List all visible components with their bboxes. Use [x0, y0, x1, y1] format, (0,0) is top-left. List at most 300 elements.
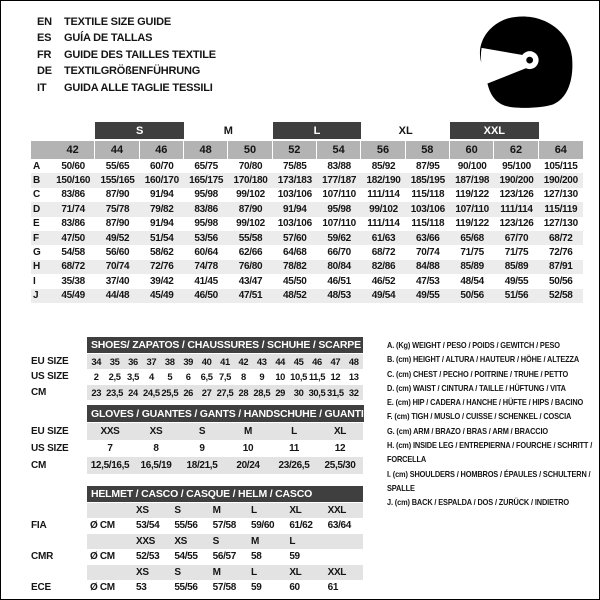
- row-values: [87, 503, 363, 519]
- measure-cell: 190/200: [543, 175, 578, 187]
- measure-cell: 63/66: [416, 232, 440, 244]
- measure-row-G: [31, 245, 583, 259]
- measure-cell: 48/52: [283, 290, 307, 302]
- value-cell: XS: [136, 566, 149, 578]
- value-cell: 31,5: [326, 386, 344, 398]
- size-col-header: 58: [406, 141, 450, 159]
- measure-cell: 70/74: [416, 247, 440, 259]
- measure-cell: 83/86: [61, 189, 85, 201]
- measure-row-label: C: [33, 189, 41, 201]
- measure-cell: 105/115: [544, 160, 578, 172]
- value-cell: 3,5: [127, 371, 139, 383]
- value-cell: 38: [164, 355, 175, 367]
- value-cell: 32: [348, 386, 359, 398]
- measure-cell: 87/90: [105, 189, 130, 201]
- measure-cell: 71/75: [460, 247, 484, 259]
- value-cell: 9: [259, 371, 265, 383]
- measure-cell: 95/98: [194, 189, 218, 201]
- size-col-header: 54: [317, 141, 361, 159]
- value-cell: M: [212, 504, 221, 516]
- unit-cell: Ø CM: [90, 551, 115, 563]
- measure-cell: 71/75: [504, 247, 529, 259]
- measure-row-B: [31, 173, 583, 187]
- value-cell: 12: [330, 371, 341, 383]
- measure-cell: 150/160: [56, 175, 91, 187]
- measure-cell: 57/60: [283, 232, 307, 244]
- measure-cell: 103/106: [410, 203, 445, 215]
- measure-cell: 48/54: [460, 275, 484, 287]
- measure-cell: 47/53: [416, 275, 440, 287]
- measure-cell: 99/102: [236, 189, 265, 201]
- value-cell: 59: [289, 551, 300, 563]
- measure-cell: 70/80: [238, 160, 263, 172]
- value-cell: 53/54: [136, 520, 160, 532]
- measure-cell: 103/106: [277, 189, 312, 201]
- measure-cell: 53/56: [194, 232, 218, 244]
- CM-row: [31, 385, 363, 401]
- value-cell: 20/24: [236, 460, 260, 471]
- measure-cell: 83/88: [327, 160, 351, 172]
- measure-cell: 123/126: [499, 189, 534, 201]
- language-code: DE: [37, 65, 52, 78]
- measure-cell: 71/74: [61, 203, 85, 215]
- value-cell: 10,5: [290, 371, 308, 383]
- CM-row: [31, 457, 363, 474]
- size-col-header: 44: [95, 141, 139, 159]
- value-cell: 43: [256, 355, 267, 367]
- measure-cell: 83/86: [61, 218, 85, 230]
- value-cell: S: [174, 504, 181, 516]
- measure-cell: 46/52: [371, 275, 396, 287]
- measure-cell: 68/72: [371, 247, 396, 259]
- measure-cell: 185/195: [410, 175, 445, 187]
- measure-cell: 46/51: [327, 275, 351, 287]
- unit-cell: Ø CM: [90, 582, 115, 594]
- language-code: IT: [37, 81, 47, 94]
- measure-cell: 43/47: [238, 275, 263, 287]
- measure-cell: 54/58: [61, 247, 85, 259]
- row-values: [87, 565, 363, 581]
- measure-cell: 70/74: [105, 261, 130, 273]
- FIA-row: [31, 518, 363, 534]
- size-col-header: 48: [184, 141, 228, 159]
- legend-item-J: J. (cm) BACK / ESPALDA / DOS / ZURÜCK / INDIETRO: [387, 497, 570, 508]
- title-spacer: [31, 405, 87, 422]
- US SIZE-row: [31, 440, 363, 457]
- value-cell: M: [250, 535, 259, 547]
- legend-item-C: C. (cm) CHEST / PECHO / POITRINE / TRUHE / PETTO: [387, 368, 569, 379]
- value-cell: XS: [149, 426, 163, 437]
- measure-cell: 41/45: [194, 275, 218, 287]
- measure-cell: 127/130: [543, 189, 578, 201]
- measure-row-label: I: [33, 275, 36, 287]
- language-title: GUIDA ALLE TAGLIE TESSILI: [64, 81, 213, 94]
- row-values: [87, 518, 363, 534]
- measure-cell: 64/68: [283, 247, 307, 259]
- gloves-table: [31, 405, 363, 474]
- measure-cell: 72/76: [549, 247, 573, 259]
- size-col-header: 52: [273, 141, 317, 159]
- racing-helmet-icon: [465, 13, 583, 111]
- measure-cell: 68/72: [549, 232, 573, 244]
- legend-item-D: D. (cm) WAIST / CINTURA / TAILLE / HÜFTUNG / VITA: [387, 382, 566, 393]
- measure-cell: 111/114: [367, 189, 400, 201]
- value-cell: S: [174, 566, 181, 578]
- value-cell: 60: [289, 582, 300, 594]
- value-cell: XL: [289, 566, 302, 578]
- EU SIZE-row: [31, 423, 363, 440]
- value-cell: 54/55: [174, 551, 198, 563]
- size-col-header: 56: [361, 141, 405, 159]
- row-values: [87, 534, 363, 550]
- value-cell: 30: [293, 386, 304, 398]
- helmet-title-row: [31, 486, 363, 502]
- measure-cell: 39/42: [150, 275, 174, 287]
- measure-row-label: F: [33, 232, 40, 244]
- measure-cell: 76/80: [238, 261, 263, 273]
- measure-cell: 72/76: [150, 261, 174, 273]
- value-cell: 61/62: [289, 520, 313, 532]
- measure-cell: 56/60: [105, 247, 130, 259]
- size-col-header: 60: [450, 141, 494, 159]
- measure-cell: 82/86: [371, 261, 396, 273]
- helmet-table-title: HELMET / CASCO / CASQUE / HELM / CASCO: [87, 486, 363, 502]
- measure-row-H: [31, 260, 583, 274]
- measure-cell: 50/60: [61, 160, 85, 172]
- measure-cell: 170/180: [233, 175, 268, 187]
- language-row-IT: [37, 80, 216, 96]
- measure-row-label: A: [33, 160, 41, 172]
- value-cell: 57/58: [212, 520, 236, 532]
- side-label: FIA: [31, 520, 47, 532]
- measure-row-label: G: [33, 247, 41, 259]
- measure-cell: 119/122: [455, 218, 489, 230]
- legend-item-E: E. (cm) HIP / CADERA / HANCHE / HÜFTE / HIPS / BACINO: [387, 397, 584, 408]
- side-label: [31, 503, 87, 519]
- value-cell: 27,5: [216, 386, 234, 398]
- size-group-blank: [539, 122, 583, 139]
- row-values: [87, 580, 363, 596]
- value-cell: 63/64: [327, 520, 351, 532]
- language-title: GUIDE DES TAILLES TEXTILE: [64, 48, 216, 61]
- value-cell: XXS: [100, 426, 120, 437]
- value-cell: 2: [93, 371, 99, 383]
- measure-cell: 79/82: [150, 203, 174, 215]
- value-cell: 34: [91, 355, 102, 367]
- main-size-table: [31, 122, 583, 303]
- value-cell: L: [250, 504, 257, 516]
- measure-row-E: [31, 217, 583, 231]
- size-header-row: [31, 141, 583, 159]
- measure-row-I: [31, 274, 583, 288]
- value-cell: L: [250, 566, 257, 578]
- measure-cell: 74/78: [194, 261, 218, 273]
- sizes-row: [31, 534, 363, 550]
- measure-cell: 60/70: [150, 160, 174, 172]
- value-cell: S: [212, 535, 219, 547]
- size-col-header: 50: [228, 141, 272, 159]
- measure-cell: 87/90: [105, 218, 130, 230]
- main-table-body: [31, 159, 583, 303]
- measure-cell: 75/78: [105, 203, 130, 215]
- value-cell: 6: [185, 371, 191, 383]
- side-label: CMR: [31, 551, 54, 563]
- value-cell: 57/58: [212, 582, 236, 594]
- measure-cell: 45/49: [150, 290, 174, 302]
- value-cell: 27: [201, 386, 212, 398]
- value-cell: 10: [275, 371, 286, 383]
- shoes-rows: [31, 354, 363, 401]
- measure-cell: 90/100: [457, 160, 487, 172]
- value-cell: 47: [330, 355, 341, 367]
- size-col-header: 62: [494, 141, 538, 159]
- title-spacer: [31, 337, 87, 353]
- measure-row-F: [31, 231, 583, 245]
- gloves-table-title: GLOVES / GUANTES / GANTS / HANDSCHUHE / GUANTI: [87, 405, 364, 422]
- measure-cell: 50/56: [460, 290, 484, 302]
- measure-cell: 127/130: [543, 218, 578, 230]
- value-cell: 11: [289, 443, 299, 454]
- value-cell: 46: [312, 355, 322, 367]
- value-cell: 8: [240, 371, 246, 383]
- size-group-L: L: [273, 122, 362, 139]
- measure-cell: 60/64: [194, 247, 218, 259]
- measure-cell: 187/198: [455, 175, 490, 187]
- measure-cell: 115/118: [411, 218, 445, 230]
- value-cell: XXL: [327, 566, 347, 578]
- measure-cell: 62/66: [238, 247, 263, 259]
- row-values: [87, 440, 363, 457]
- value-cell: 4: [148, 371, 154, 383]
- measure-cell: 107/110: [322, 218, 356, 230]
- value-cell: L: [289, 535, 296, 547]
- value-cell: 30,5: [308, 386, 326, 398]
- value-cell: 11,5: [308, 371, 326, 383]
- value-cell: XXL: [327, 504, 347, 516]
- gloves-title-row: [31, 405, 363, 422]
- measure-cell: 47/51: [238, 290, 263, 302]
- value-cell: 7,5: [219, 371, 231, 383]
- value-cell: 37: [146, 355, 157, 367]
- value-cell: 42: [238, 355, 249, 367]
- size-group-XL: XL: [398, 124, 413, 137]
- legend-item-G: G. (cm) ARM / BRAZO / BRAS / ARM / BRACCIO: [387, 425, 548, 436]
- measure-cell: 165/175: [189, 175, 224, 187]
- measure-cell: 80/84: [327, 261, 351, 273]
- legend-item-A: A. (Kg) WEIGHT / PESO / POIDS / GEWITCH / PESO: [387, 340, 560, 350]
- value-cell: 23: [91, 386, 102, 398]
- value-cell: L: [291, 426, 297, 437]
- measure-cell: 103/106: [277, 218, 312, 230]
- measure-cell: 35/38: [61, 275, 85, 287]
- value-cell: 36: [128, 355, 138, 367]
- accessory-tables: [31, 337, 363, 596]
- value-cell: 18/21,5: [186, 460, 218, 471]
- measure-cell: 85/89: [460, 261, 484, 273]
- measure-cell: 67/70: [504, 232, 529, 244]
- value-cell: 61: [327, 582, 339, 594]
- legend-item-B: B. (cm) HEIGHT / ALTURA / HAUTEUR / HÖHE / ALTEZZA: [387, 354, 580, 365]
- language-title: TEXTILGRÖßENFÜHRUNG: [64, 65, 201, 78]
- measure-cell: 182/190: [366, 175, 401, 187]
- value-cell: 28,5: [253, 386, 271, 398]
- value-cell: 25,5/30: [324, 460, 356, 471]
- measure-cell: 45/49: [61, 290, 85, 302]
- sizes-row: [31, 565, 363, 581]
- measure-row-label: E: [33, 218, 40, 230]
- measure-cell: 91/94: [150, 189, 174, 201]
- measure-cell: 48/53: [327, 290, 351, 302]
- measure-row-C: [31, 188, 583, 202]
- measure-cell: 155/165: [100, 175, 135, 187]
- value-cell: 2,5: [108, 371, 121, 383]
- value-cell: 5: [167, 371, 173, 383]
- helmet-rows: [31, 503, 363, 596]
- measure-cell: 85/92: [371, 160, 396, 172]
- size-header-spacer: [31, 141, 51, 159]
- measure-cell: 59/62: [327, 232, 351, 244]
- measure-cell: 61/63: [371, 232, 396, 244]
- row-values: [87, 385, 363, 401]
- measure-cell: 160/170: [144, 175, 179, 187]
- measure-row-J: [31, 289, 583, 303]
- value-cell: 55/56: [174, 582, 198, 594]
- language-row-EN: [37, 14, 216, 30]
- value-cell: 29: [275, 386, 286, 398]
- measure-cell: 95/100: [502, 160, 531, 172]
- size-col-header: 46: [140, 141, 184, 159]
- side-label: ECE: [31, 582, 51, 594]
- value-cell: XS: [174, 535, 187, 547]
- side-label: EU SIZE: [31, 355, 69, 367]
- row-values: [87, 354, 363, 370]
- measure-cell: 107/110: [322, 189, 356, 201]
- value-cell: 41: [220, 355, 230, 367]
- measure-cell: 83/86: [194, 203, 218, 215]
- value-cell: 23/26,5: [278, 460, 310, 471]
- measure-cell: 44/48: [105, 290, 130, 302]
- value-cell: 58: [250, 551, 262, 563]
- value-cell: 26: [183, 386, 194, 398]
- value-cell: 55/56: [174, 520, 198, 532]
- measure-cell: 123/126: [499, 218, 534, 230]
- language-code: FR: [37, 48, 52, 61]
- value-cell: 12: [334, 443, 346, 454]
- measure-cell: 87/91: [549, 261, 573, 273]
- measure-cell: 49/54: [371, 290, 396, 302]
- measure-cell: 78/82: [283, 261, 307, 273]
- measure-cell: 99/102: [236, 218, 265, 230]
- size-group-row: [31, 122, 583, 139]
- value-cell: 40: [201, 355, 212, 367]
- value-cell: 24: [128, 386, 138, 398]
- language-row-FR: [37, 47, 216, 63]
- measure-cell: 58/62: [150, 247, 174, 259]
- measure-cell: 111/114: [500, 203, 533, 215]
- size-group-blank: [51, 122, 95, 139]
- value-cell: 16,5/19: [140, 460, 172, 471]
- value-cell: 53: [136, 582, 147, 594]
- measure-cell: 68/72: [61, 261, 85, 273]
- measure-cell: 173/183: [277, 175, 312, 187]
- value-cell: 45: [293, 355, 304, 367]
- value-cell: 23,5: [106, 386, 124, 398]
- side-label: [31, 534, 87, 550]
- measure-cell: 50/56: [549, 275, 573, 287]
- legend-item-F: F. (cm) TIGH / MUSLO / CUISSE / SCHENKEL / COSCIA: [387, 411, 572, 422]
- row-values: [87, 457, 363, 474]
- measure-cell: 49/55: [504, 275, 529, 287]
- value-cell: XXS: [136, 535, 155, 547]
- legend-list: [387, 338, 595, 510]
- measure-row-label: D: [33, 203, 41, 215]
- ECE-row: [31, 580, 363, 596]
- value-cell: XL: [289, 504, 302, 516]
- measure-row-D: [31, 202, 583, 216]
- measure-cell: 49/55: [416, 290, 440, 302]
- value-cell: 10: [242, 443, 254, 454]
- measure-cell: 115/119: [544, 203, 578, 215]
- value-cell: 28: [238, 386, 249, 398]
- value-cell: 8: [153, 443, 159, 454]
- measure-cell: 51/54: [150, 232, 174, 244]
- measure-cell: 95/98: [327, 203, 351, 215]
- legend-item-I: I. (cm) SHOULDERS / HOMBROS / ÉPAULES / SCHULTERN / SPALLE: [387, 468, 591, 493]
- measure-cell: 84/88: [416, 261, 440, 273]
- measure-row-label: B: [33, 175, 41, 187]
- row-values: [87, 369, 363, 385]
- measure-cell: 87/95: [416, 160, 440, 172]
- measure-cell: 177/187: [322, 175, 357, 187]
- language-row-ES: [37, 30, 216, 46]
- US SIZE-row: [31, 369, 363, 385]
- shoes-title-row: [31, 337, 363, 353]
- measure-cell: 115/118: [411, 189, 445, 201]
- value-cell: 6,5: [200, 371, 213, 383]
- measure-cell: 66/70: [327, 247, 351, 259]
- value-cell: 59/60: [250, 520, 275, 532]
- value-cell: 48: [348, 355, 359, 367]
- measure-cell: 75/85: [283, 160, 307, 172]
- shoes-table: [31, 337, 363, 400]
- side-label: [31, 565, 87, 581]
- helmet-table: [31, 486, 363, 596]
- legend-item-H: H. (cm) INSIDE LEG / ENTREPIERNA / FOURCHE / SCHRITT / FORCELLA: [387, 440, 593, 465]
- measure-cell: 190/200: [499, 175, 534, 187]
- measure-cell: 111/114: [367, 218, 400, 230]
- EU SIZE-row: [31, 354, 363, 370]
- side-label: US SIZE: [31, 443, 69, 454]
- measure-cell: 91/94: [150, 218, 174, 230]
- measure-cell: 65/75: [194, 160, 218, 172]
- language-row-DE: [37, 63, 216, 79]
- value-cell: M: [212, 566, 221, 578]
- gloves-rows: [31, 423, 363, 474]
- side-label: EU SIZE: [31, 426, 69, 437]
- shoes-table-title: SHOES/ ZAPATOS / CHAUSSURES / SCHUHE / SCARPE: [87, 337, 363, 353]
- value-cell: 25,5: [161, 386, 179, 398]
- value-cell: XS: [136, 504, 149, 516]
- value-cell: 56/57: [212, 551, 236, 563]
- measure-cell: 52/58: [549, 290, 573, 302]
- language-title: TEXTILE SIZE GUIDE: [64, 16, 172, 28]
- language-code: ES: [37, 32, 52, 45]
- measure-row-label: J: [33, 290, 39, 302]
- measure-cell: 46/50: [194, 290, 218, 302]
- value-cell: M: [244, 426, 252, 437]
- value-cell: 44: [275, 355, 286, 367]
- size-col-header: 64: [554, 144, 567, 156]
